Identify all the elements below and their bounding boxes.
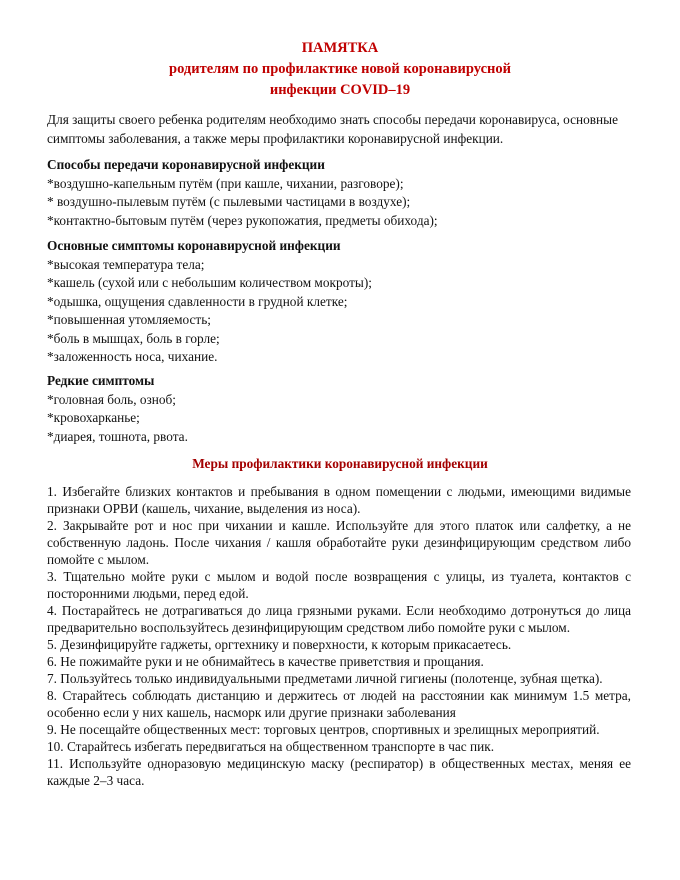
- transmission-item: * воздушно-пылевым путём (с пылевыми частицами в воздухе);: [47, 194, 411, 209]
- measure-item: 5. Дезинфицируйте гаджеты, оргтехнику и поверхности, к которым прикасаетесь.: [47, 637, 512, 652]
- measure-item: 10. Старайтесь избегать передвигаться на общественном транспорте в час пик.: [47, 739, 495, 754]
- measure-item: 11. Используйте одноразовую медицинскую маску (респиратор) в общественных местах, меняя ее каждые 2–3 часа.: [47, 756, 631, 788]
- measure-item: 9. Не посещайте общественных мест: торговых центров, спортивных и зрелищных мероприятий.: [47, 722, 600, 737]
- measure-item: 6. Не пожимайте руки и не обнимайтесь в качестве приветствия и прощания.: [47, 654, 484, 669]
- measure-item: 2. Закрывайте рот и нос при чихании и кашле. Используйте для этого платок или салфетку, а не собственную ладонь. После чихания / кашля обработайте руки дезинфицирующим средством либо помойте с мылом.: [47, 518, 631, 567]
- rare-symptoms-heading: Редкие симптомы: [47, 373, 155, 388]
- measures-heading: Меры профилактики коронавирусной инфекции: [192, 456, 488, 471]
- measures-list: [47, 483, 631, 789]
- transmission-item: *воздушно-капельным путём (при кашле, чихании, разговоре);: [47, 175, 404, 191]
- rare-symptom-item: *диарея, тошнота, рвота.: [47, 428, 188, 444]
- symptoms-heading: Основные симптомы коронавирусной инфекции: [47, 238, 341, 253]
- measure-item: 7. Пользуйтесь только индивидуальными предметами личной гигиены (полотенце, зубная щетка).: [47, 671, 603, 686]
- symptom-item: *боль в мышцах, боль в горле;: [47, 330, 220, 346]
- rare-symptom-item: *кровохарканье;: [47, 410, 140, 425]
- transmission-item: *контактно-бытовым путём (через рукопожатия, предметы обихода);: [47, 212, 438, 228]
- title-line-3: инфекции COVID–19: [269, 82, 411, 98]
- symptom-item: *заложенность носа, чихание.: [47, 349, 218, 364]
- symptoms-section: [47, 237, 647, 367]
- rare-symptom-item: *головная боль, озноб;: [47, 391, 176, 407]
- symptom-item: *высокая температура тела;: [47, 256, 205, 272]
- title-line-1: ПАМЯТКА: [301, 40, 379, 56]
- measure-item: 3. Тщательно мойте руки с мылом и водой после возвращения с улицы, из туалета, контактов с посторонними людьми, перед едой.: [47, 569, 631, 601]
- transmission-section: [47, 156, 647, 230]
- intro-paragraph: Для защиты своего ребенка родителям необходимо знать способы передачи коронавируса, основные симптомы заболевания, а также меры профилактики коронавирусной инфекции.: [47, 112, 618, 146]
- rare-symptoms-section: [47, 372, 647, 446]
- title-line-2: родителям по профилактике новой коронавирусной: [169, 61, 511, 77]
- transmission-heading: Способы передачи коронавирусной инфекции: [47, 157, 325, 172]
- measure-item: 4. Постарайтесь не дотрагиваться до лица грязными руками. Если необходимо дотронуться до лица предварительно воспользуйтесь дезинфицирующим средством либо помойте руки с мылом.: [47, 603, 631, 635]
- symptom-item: *одышка, ощущения сдавленности в грудной клетке;: [47, 293, 348, 309]
- measure-item: 1. Избегайте близких контактов и пребывания в одном помещении с людьми, имеющими видимые признаки ОРВИ (кашель, чихание, выделения из носа).: [47, 484, 631, 516]
- measure-item: 8. Старайтесь соблюдать дистанцию и держитесь от людей на расстоянии как минимум 1.5 метра, особенно если у них кашель, насморк или другие признаки заболевания: [47, 688, 631, 720]
- symptom-item: *повышенная утомляемость;: [47, 312, 211, 327]
- document-title: [0, 38, 680, 101]
- symptom-item: *кашель (сухой или с небольшим количеством мокроты);: [47, 275, 372, 290]
